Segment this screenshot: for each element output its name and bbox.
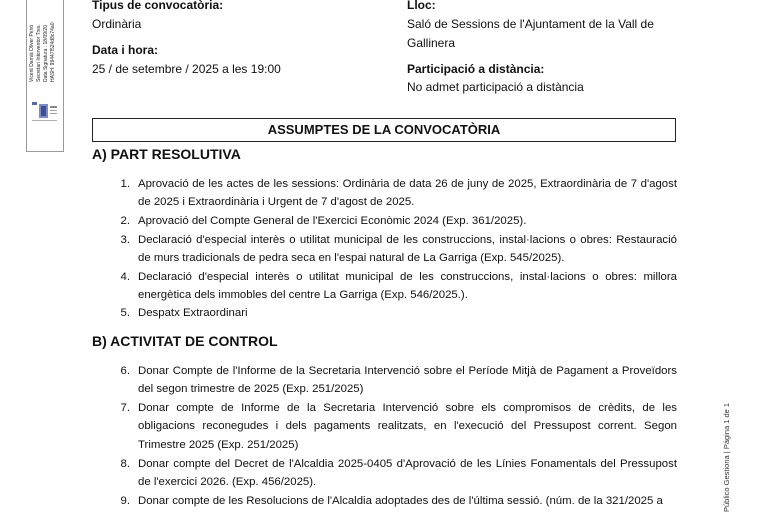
section-a-title: A) PART RESOLUTIVA bbox=[92, 146, 241, 162]
item-number: 9. bbox=[120, 495, 130, 507]
agenda-item bbox=[112, 304, 677, 322]
item-number: 8. bbox=[120, 458, 130, 470]
item-text: Donar compte del Decret de l'Alcaldia 2025-0405 d'Aprovació de les Línies Fonamentals del Pressupost de l'exercici 2026. (Exp. 456/2025). bbox=[138, 458, 677, 489]
convocation-type-value: Ordinària bbox=[92, 17, 142, 31]
signature-hash: HASH: 99447f524d8c74a0 bbox=[50, 22, 56, 82]
item-number: 4. bbox=[120, 271, 130, 283]
item-number: 2. bbox=[120, 215, 130, 227]
agenda-title: ASSUMPTES DE LA CONVOCATÒRIA bbox=[92, 118, 676, 142]
item-number: 6. bbox=[120, 365, 130, 377]
agenda-item bbox=[112, 231, 677, 268]
place-label: Lloc: bbox=[407, 0, 436, 12]
agenda-item bbox=[112, 362, 677, 399]
municipal-seal-icon bbox=[30, 100, 60, 126]
footer-page-note: Público Gestiona | Página 1 de 1 bbox=[722, 402, 731, 512]
date-time-label: Data i hora: bbox=[92, 43, 159, 57]
item-text: Despatx Extraordinari bbox=[138, 307, 248, 319]
item-text: Declaració d'especial interès o utilitat municipal de les construccions, instal·lacions o obres: Restauració de murs tradicionals de pedra seca en l'espai natural de La Garriga (Exp. 545/2025). bbox=[138, 234, 677, 265]
item-number: 5. bbox=[120, 307, 130, 319]
signer-role: Secretari Interventor Tres. bbox=[36, 24, 42, 82]
section-b-title: B) ACTIVITAT DE CONTROL bbox=[92, 333, 278, 349]
item-text: Donar Compte de l'Informe de la Secretaria Intervenció sobre el Període Mitjà de Pagament a Proveïdors del segon trimestre de 2025 (Exp. 251/2025) bbox=[138, 365, 677, 396]
agenda-item bbox=[112, 399, 677, 454]
remote-participation-label: Participació a distància: bbox=[407, 62, 545, 76]
agenda-item bbox=[112, 455, 677, 492]
remote-participation-value: No admet participació a distància bbox=[407, 80, 584, 94]
place-value: Saló de Sessions de l'Ajuntament de la Vall de Gallinera bbox=[407, 17, 654, 50]
signature-block bbox=[27, 2, 63, 82]
item-text: Donar compte de Informe de la Secretaria Intervenció sobre els compromisos de crèdits, de les obligacions reconegudes i dels pagaments realitzats, en l'execució del Pressupost corrent. Segon Trimestre 2025 (Exp. 251/2025) bbox=[138, 402, 677, 451]
signature-date: Data Signatura : 18/09/20 bbox=[43, 25, 49, 82]
date-time-value: 25 / de setembre / 2025 a les 19:00 bbox=[92, 62, 281, 76]
agenda-item bbox=[112, 492, 677, 510]
convocation-type-label: Tipus de convocatòria: bbox=[92, 0, 224, 12]
item-text: Aprovació del Compte General de l'Exercici Econòmic 2024 (Exp. 361/2025). bbox=[138, 215, 527, 227]
signer-name: Vicent Damià Oliver Peiró bbox=[29, 24, 35, 82]
agenda-item bbox=[112, 175, 677, 212]
item-text: Donar compte de les Resolucions de l'Alcaldia adoptades des de l'última sessió. (núm. de la 321/2025 a bbox=[138, 495, 663, 507]
item-number: 7. bbox=[120, 402, 130, 414]
item-text: Aprovació de les actes de les sessions: Ordinària de data 26 de juny de 2025, Extraordinària de 7 d'agost de 2025 i Extraordinària i Urgent de 7 d'agost de 2025. bbox=[138, 178, 677, 209]
item-text: Declaració d'especial interès o utilitat municipal de les construccions, instal·lacions o obres: millora energètica dels immobles del centre La Garriga (Exp. 546/2025.). bbox=[138, 271, 677, 302]
item-number: 3. bbox=[120, 234, 130, 246]
item-number: 1. bbox=[120, 178, 130, 190]
agenda-item bbox=[112, 268, 677, 305]
agenda-item bbox=[112, 212, 677, 230]
